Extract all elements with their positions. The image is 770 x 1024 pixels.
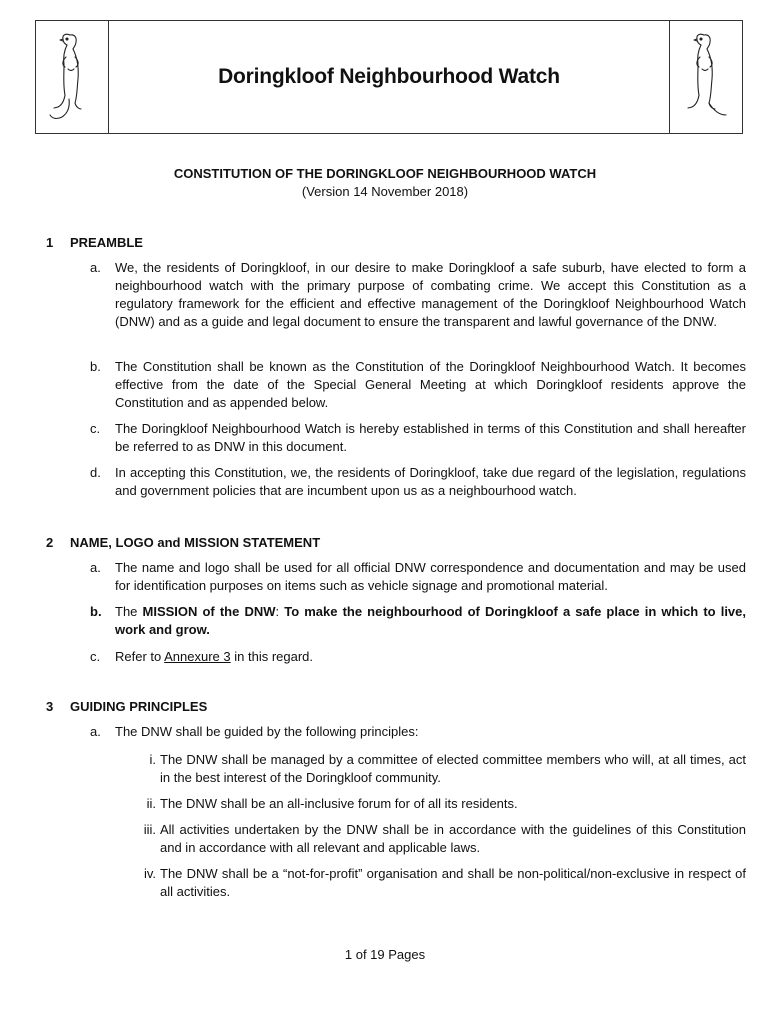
sub-list-marker: iv.: [143, 866, 156, 881]
annexure-link[interactable]: Annexure 3: [164, 649, 231, 664]
list-item-text: The DNW shall be guided by the following principles:: [115, 724, 419, 739]
meerkat-icon: [46, 27, 98, 127]
sub-list-marker: iii.: [143, 822, 156, 837]
section-number: 2: [46, 535, 54, 550]
list-item: [90, 259, 746, 331]
header-logo-right: [669, 21, 742, 133]
page-number: 1 of 19 Pages: [344, 947, 426, 962]
list-marker: a.: [90, 560, 101, 575]
sub-list-item-text: The DNW shall be a “not-for-profit” organisation and shall be non-political/non-exclusive in respect of all activities.: [160, 866, 746, 899]
document-title: CONSTITUTION OF THE DORINGKLOOF NEIGHBOURHOOD WATCH: [173, 166, 597, 181]
list-marker: a.: [90, 260, 101, 275]
list-marker: a.: [90, 724, 101, 739]
sub-list-item: [132, 795, 746, 813]
mission-prefix: The: [115, 604, 143, 619]
list-item: [90, 420, 746, 456]
sub-list-item-text: All activities undertaken by the DNW shall be in accordance with the guidelines of this Constitution and in accordance with all relevant and applicable laws.: [160, 822, 746, 855]
reference-prefix: Refer to: [115, 649, 165, 664]
meerkat-icon: [680, 27, 732, 127]
mission-label: MISSION of the DNW: [142, 604, 276, 619]
sub-list-item-text: The DNW shall be managed by a committee of elected committee members who will, at all times, act in the best interest of the Doringkloof community.: [160, 752, 746, 785]
list-item-text: The Constitution shall be known as the Constitution of the Doringkloof Neighbourhood Watch. It becomes effective from the date of the Special General Meeting at which Doringkloof residents approve the Constitution and as appended below.: [115, 359, 746, 410]
sub-list-marker: i.: [149, 752, 156, 767]
list-item-text: [115, 603, 746, 639]
list-item: [90, 648, 746, 666]
list-item: [90, 723, 746, 741]
sub-list-item: [132, 821, 746, 857]
section-title: GUIDING PRINCIPLES: [70, 699, 208, 714]
list-item-text: [115, 648, 746, 666]
list-item: [90, 559, 746, 595]
list-item-text: The Doringkloof Neighbourhood Watch is hereby established in terms of this Constitution and shall hereafter be referred to as DNW in this document.: [115, 421, 746, 454]
section-number: 1: [46, 235, 54, 250]
document-header: [35, 20, 743, 134]
section-title: NAME, LOGO and MISSION STATEMENT: [70, 535, 321, 550]
list-marker: b.: [90, 604, 102, 619]
list-marker: d.: [90, 465, 101, 480]
list-item: [90, 464, 746, 500]
list-item-text: We, the residents of Doringkloof, in our desire to make Doringkloof a safe suburb, have elected to form a neighbourhood watch with the primary purpose of combating crime. We accept this Constitution as a regulatory framework for the efficient and effective management of the Doringkloof Neighbourhood Watch (DNW) and as a guide and legal document to ensure the transparent and lawful governance of the DNW.: [115, 260, 746, 329]
reference-suffix: in this regard.: [230, 649, 314, 664]
list-marker: c.: [90, 421, 101, 436]
list-marker: c.: [90, 649, 101, 664]
mission-colon: :: [275, 604, 285, 619]
mission-statement-item: [90, 603, 746, 639]
section-title: PREAMBLE: [70, 235, 143, 250]
list-marker: b.: [90, 359, 101, 374]
header-title: Doringkloof Neighbourhood Watch: [218, 65, 560, 88]
header-logo-left: [36, 21, 109, 133]
sub-list-item: [132, 865, 746, 901]
list-item-text: In accepting this Constitution, we, the residents of Doringkloof, take due regard of the legislation, regulations and government policies that are incumbent upon us as a neighbourhood watch.: [115, 465, 746, 498]
document-version: (Version 14 November 2018): [301, 184, 469, 199]
sub-list-marker: ii.: [146, 796, 156, 811]
sub-list-item-text: The DNW shall be an all-inclusive forum for of all its residents.: [160, 796, 518, 811]
list-item-text: The name and logo shall be used for all official DNW correspondence and documentation and may be used for identification purposes on items such as vehicle signage and promotional material.: [115, 560, 746, 593]
sub-list-item: [132, 751, 746, 787]
section-number: 3: [46, 699, 54, 714]
list-item: [90, 358, 746, 412]
mission-statement: To make the neighbourhood of Doringkloof a safe place in which to live, work and grow.: [115, 604, 746, 637]
